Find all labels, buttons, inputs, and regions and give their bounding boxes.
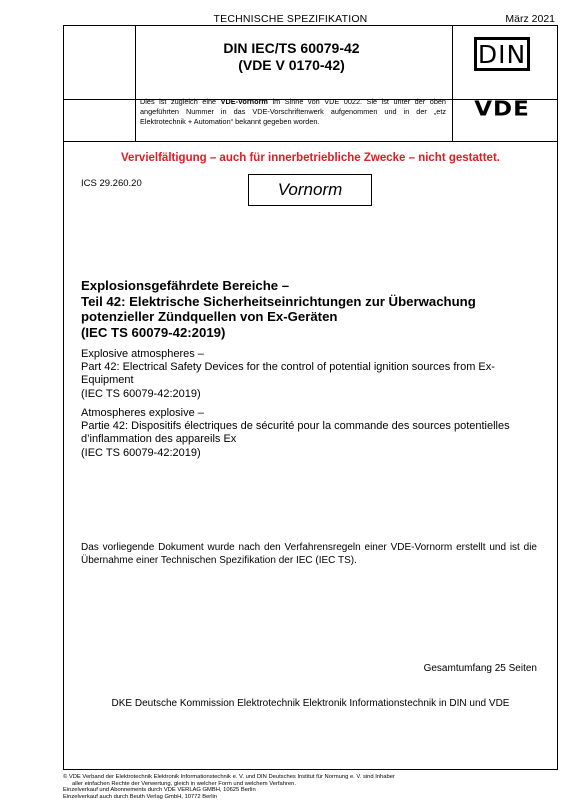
title-line: Explosive atmospheres – <box>81 348 204 360</box>
copy-warning: Vervielfältigung – auch für innerbetriebliche Zwecke – nicht gestattet. <box>121 152 500 164</box>
footer-line: Einzelverkauf auch durch Beuth Verlag GmbH, 10772 Berlin <box>63 793 218 800</box>
title-line: potenzieller Zündquellen von Ex-Geräten <box>81 309 338 324</box>
publication-date: März 2021 <box>505 13 555 25</box>
ics-code: ICS 29.260.20 <box>81 178 142 189</box>
title-line: Partie 42: Dispositifs électriques de sécurité pour la commande des sources potentielles <box>81 420 510 433</box>
footer-line: © VDE Verband der Elektrotechnik Elektronik Informationstechnik e. V. und DIN Deutsches Institut für Normung e. V. sind Inhaber <box>63 774 395 780</box>
document-number <box>135 40 448 74</box>
vde-notice <box>140 97 446 127</box>
title-german <box>81 278 521 340</box>
notice-text-1: Dies ist zugleich eine <box>140 97 221 106</box>
title-english <box>81 348 536 401</box>
committee-name: DKE Deutsche Kommission Elektrotechnik Elektronik Informationstechnik in DIN und VDE <box>111 698 510 709</box>
divider <box>64 141 557 142</box>
document-remark: Das vorliegende Dokument wurde nach den Verfahrensregeln einer VDE-Vornorm erstellt und ist die Übernahme einer Technischen Spezifikation der IEC (IEC TS). <box>81 542 537 566</box>
title-line: Equipment <box>81 374 134 387</box>
title-line: Teil 42: Elektrische Sicherheitseinrichtungen zur Überwachung <box>81 293 476 309</box>
total-pages: Gesamtumfang 25 Seiten <box>423 663 537 674</box>
document-number-din: DIN IEC/TS 60079-42 <box>223 40 360 56</box>
din-logo <box>474 37 530 71</box>
notice-bold: VDE-Vornorm <box>220 97 268 106</box>
title-line: (IEC TS 60079-42:2019) <box>81 324 226 340</box>
title-line: (IEC TS 60079-42:2019) <box>81 387 201 400</box>
notice-text-2: im Sinne von VDE 0022. Sie ist unter der oben angeführten Nummer in das VDE-Vorschriftenwerk aufgenommen und in der „etz Elektrotechnik + Automation“ bekannt gegeben worden. <box>140 97 446 126</box>
footer-line: aller einfachen Rechte der Verwertung, gleich in welcher Form und welchem Verfahren. <box>72 780 296 787</box>
title-line: Part 42: Electrical Safety Devices for the control of potential ignition sources from Ex- <box>81 361 495 374</box>
divider <box>452 26 453 141</box>
document-category: TECHNISCHE SPEZIFIKATION <box>213 13 368 25</box>
title-line: Atmospheres explosive – <box>81 407 204 419</box>
title-french <box>81 407 536 460</box>
din-logo-text: DIN <box>477 39 527 69</box>
title-line: d’inflammation des appareils Ex <box>81 433 237 446</box>
vde-logo: VDE <box>474 97 530 121</box>
document-number-vde: (VDE V 0170-42) <box>238 57 345 73</box>
doc-type-label: Vornorm <box>277 180 343 199</box>
title-line: (IEC TS 60079-42:2019) <box>81 446 201 459</box>
title-line: Explosionsgefährdete Bereiche – <box>81 278 290 293</box>
doc-type-box <box>248 174 372 206</box>
footer-line: Einzelverkauf und Abonnements durch VDE VERLAG GMBH, 10625 Berlin <box>63 787 256 794</box>
copyright-footer <box>63 774 543 800</box>
